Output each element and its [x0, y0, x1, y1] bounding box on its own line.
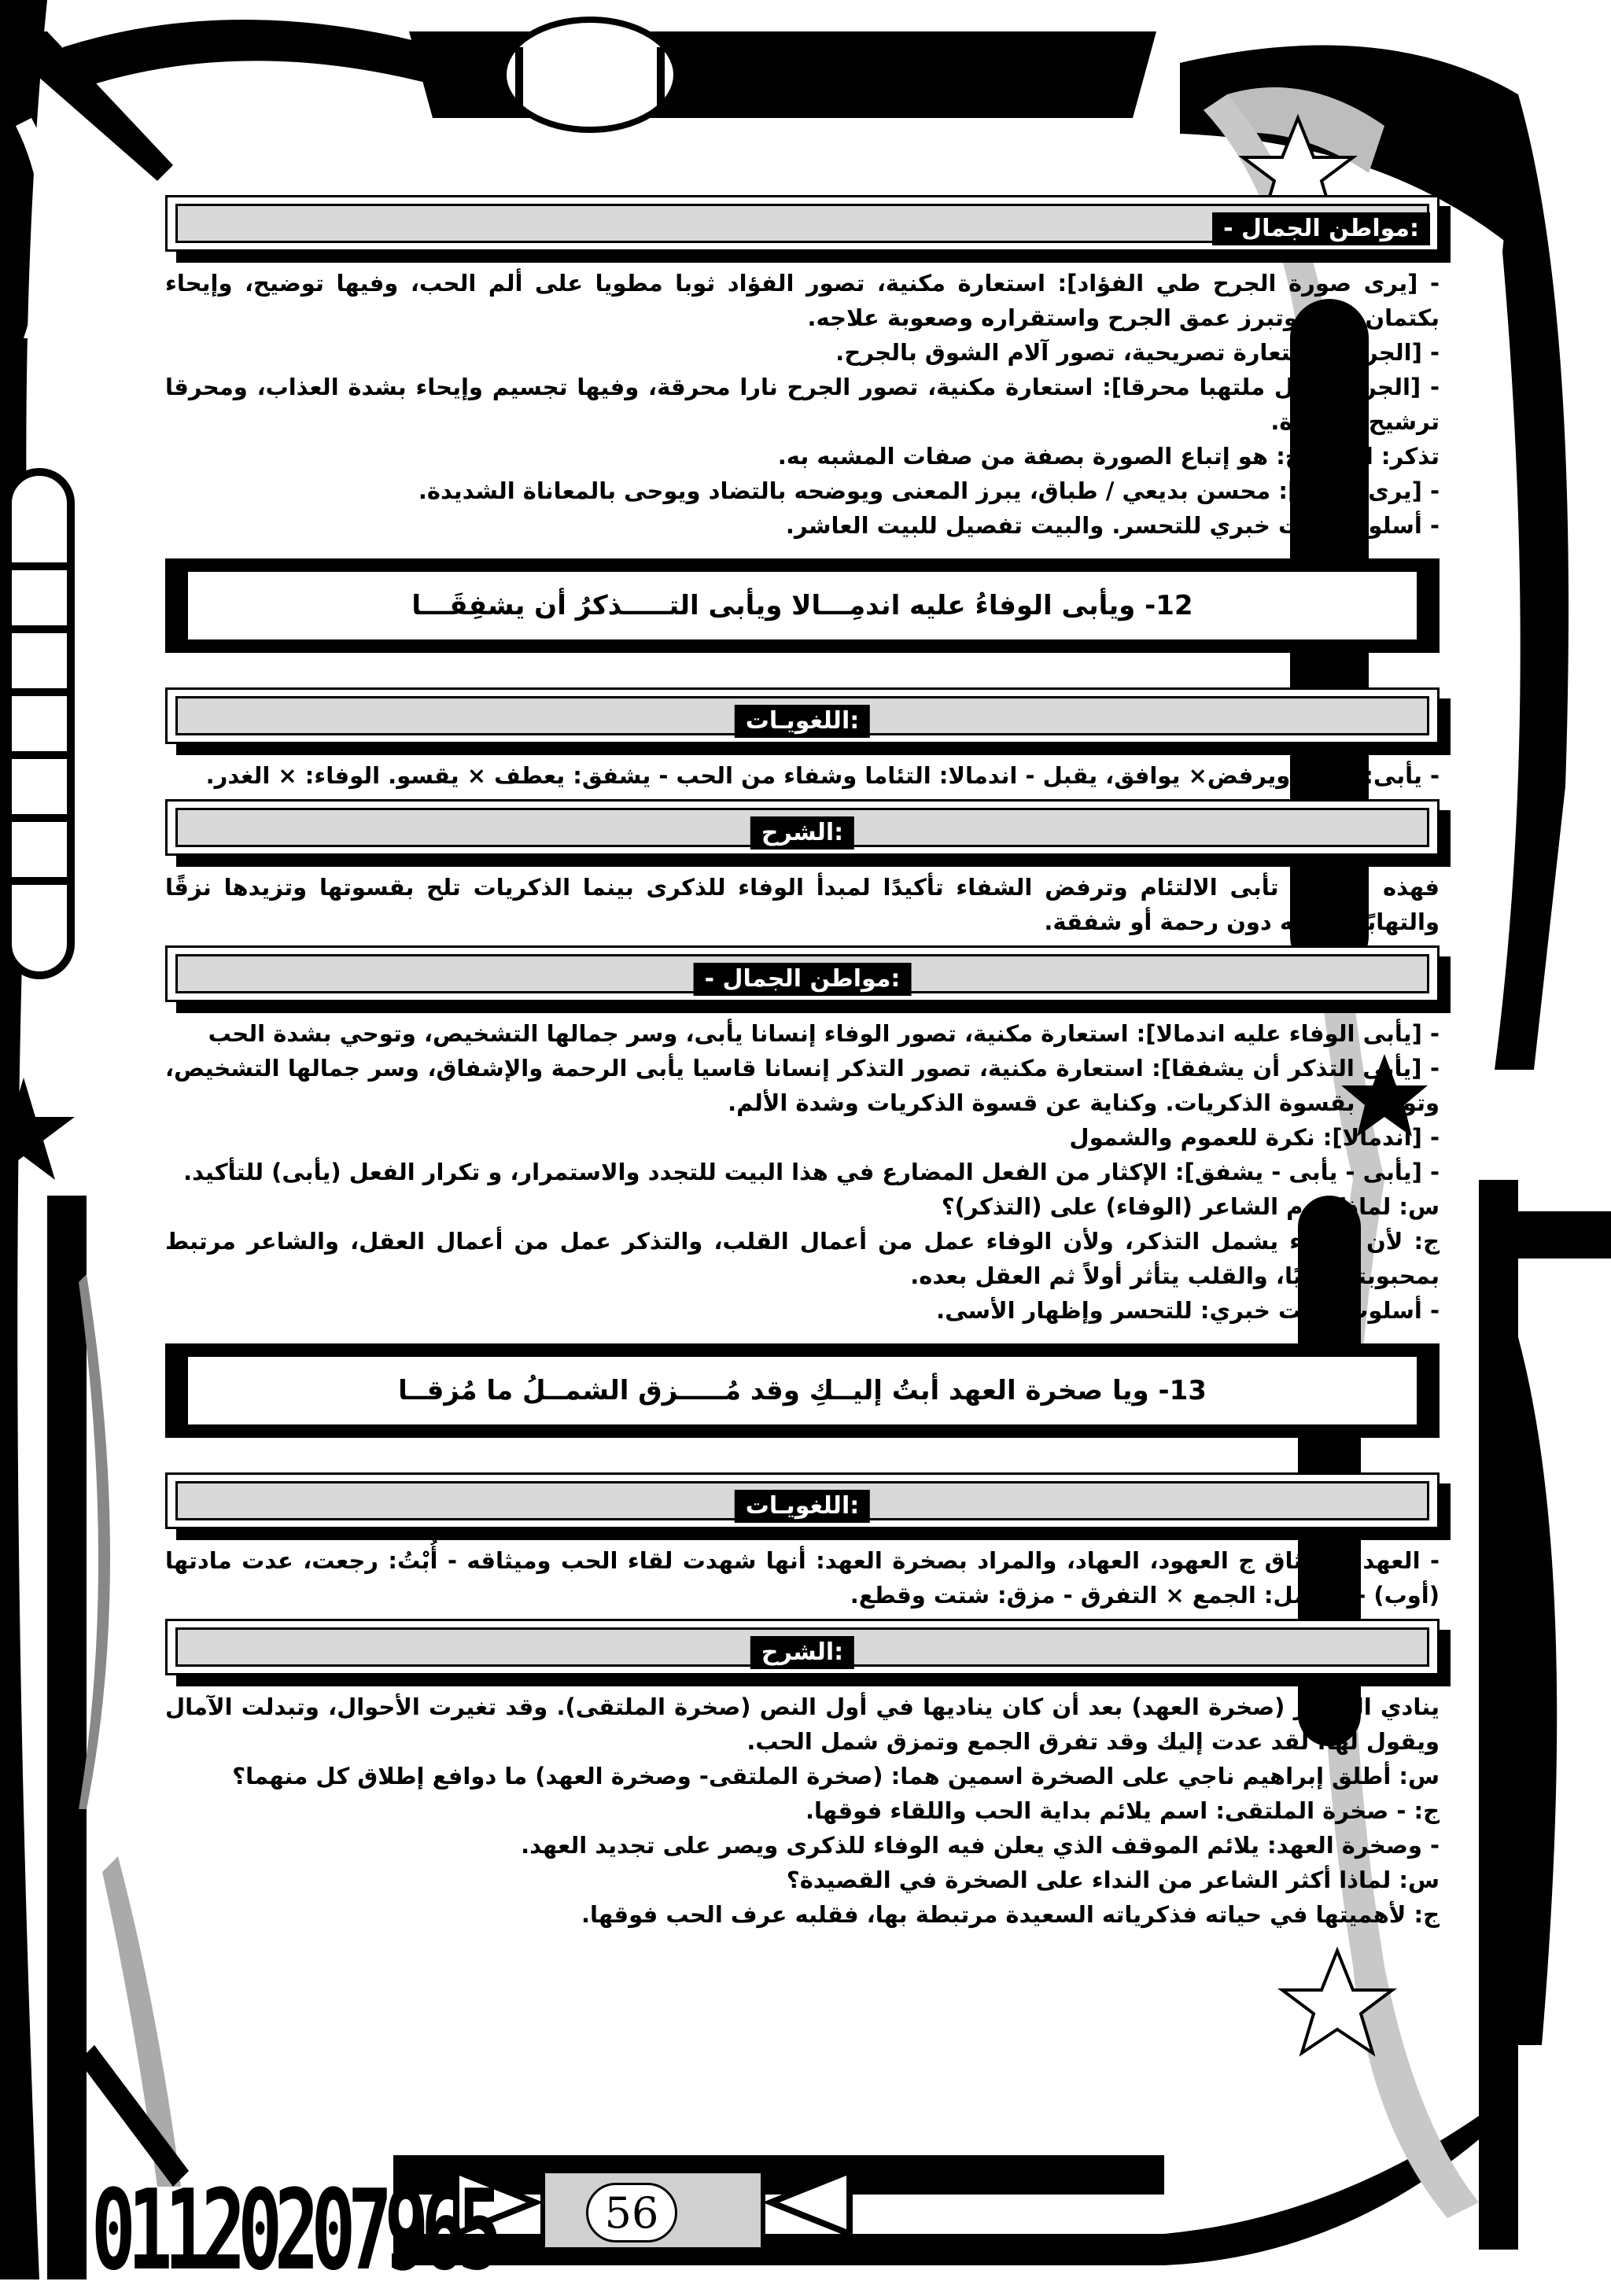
text-line: - العهد: الميثاق ج العهود، العهاد، والمراد بصخرة العهد: أنها شهدت لقاء الحب وميثاقه - أُبْتُ: رجعت، عدت مادتها (أوب) - الشمل: الجمع × التفرق - مزق: شتت وقطع.: [165, 1547, 1440, 1609]
verse-text: 12- ويأبى الوفاءُ عليه اندمِـــالا ويأبى التـــــذكرُ أن يشفِقَـــا: [186, 569, 1419, 642]
text-line: س: أطلق إبراهيم ناجي على الصخرة اسمين هما: (صخرة الملتقى- وصخرة العهد) ما دوافع إطلاق كل منهما؟: [232, 1763, 1440, 1789]
text-block: [165, 1016, 1440, 1328]
text-line: - أسلوب البيت خبري: للتحسر وإظهار الأسى.: [936, 1297, 1440, 1324]
text-line: س: لماذا قدم الشاعر (الوفاء) على (التذكر)؟: [941, 1193, 1440, 1220]
text-line: - [يرى - طي]: محسن بديعي / طباق، يبرز المعنى ويوضحه بالتضاد ويوحى بالمعاناة الشديدة.: [418, 477, 1440, 504]
section-heading-box: [165, 1619, 1440, 1675]
text-line: - [يأبى الوفاء عليه اندمالا]: استعارة مكنية، تصور الوفاء إنسانا يأبى، وسر جمالها التشخيص، وتوحي بشدة الحب: [208, 1020, 1440, 1047]
verse-text: 13- ويا صخرة العهد أبتُ إليــكِ وقد مُـــــزق الشمــلُ ما مُزقــا: [186, 1354, 1419, 1427]
text-line: - [الجرح]: استعارة تصريحية، تصور آلام الشوق بالجرح.: [835, 339, 1440, 366]
section-heading-label: :اللغويـات: [735, 705, 870, 738]
text-line: - [يرى صورة الجرح طي الفؤاد]: استعارة مكنية، تصور الفؤاد ثوبا مطويا على ألم الحب، وفيها توضيح، وإيحاء بكتمان الألم وتبرز عمق الجرح واستقراره وصعوبة علاجه.: [165, 270, 1440, 331]
text-block: [165, 266, 1440, 543]
text-line: س: لماذا أكثر الشاعر من النداء على الصخرة في القصيدة؟: [786, 1867, 1440, 1893]
text-line: - وصخرة العهد: يلائم الموقف الذي يعلن فيه الوفاء للذكرى ويصر على تجديد العهد.: [521, 1832, 1440, 1859]
section-heading-inner: [175, 808, 1429, 847]
section-heading-inner: [175, 1627, 1429, 1667]
verse-box: [165, 1343, 1440, 1438]
section-heading-box: [165, 1472, 1440, 1529]
section-heading-inner: [175, 1481, 1429, 1520]
text-line: ج: - صخرة الملتقى: اسم يلائم بداية الحب واللقاء فوقها.: [806, 1797, 1440, 1824]
section-heading-inner: [175, 954, 1429, 993]
section-heading-inner: [175, 204, 1429, 243]
text-line: فهذه القلوب تأبى الالتئام وترفض الشفاء تأكيدًا لمبدأ الوفاء للذكرى بينما الذكريات تلح بقسوتها وتزيدها نزقًا والتهابًا وتعذبه دون رحمة أو شفقة.: [165, 874, 1440, 935]
text-line: تذكر: الترشيح: هو إتباع الصورة بصفة من صفات المشبه به.: [777, 443, 1440, 470]
text-block: [165, 870, 1440, 939]
text-line: ج: لأن الوفاء يشمل التذكر، ولأن الوفاء عمل من أعمال القلب، والتذكر عمل من أعمال العقل، والشاعر مرتبط بمحبوبته قلبيًا، والقلب يتأثر أولاً ثم العقل بعده.: [165, 1228, 1440, 1289]
text-line: - يأبى: يمتنع ويرفض× يوافق، يقبل - اندمالا: التئاما وشفاء من الحب - يشفق: يعطف × يقسو. الوفاء: × الغدر.: [205, 762, 1440, 789]
section-heading-label: :اللغويـات: [735, 1490, 870, 1523]
text-block: [165, 1543, 1440, 1612]
section-heading-label: :الشرح: [750, 1636, 854, 1669]
text-line: - [يأبى التذكر أن يشفقا]: استعارة مكنية، تصور التذكر إنسانا قاسيا يأبى الرحمة والإشفاق، وسر جمالها التشخيص، وتوحي بقسوة الذكريات. وكناية عن قسوة الذكريات وشدة الألم.: [165, 1055, 1440, 1116]
section-heading-label: :الشرح: [750, 816, 854, 849]
section-heading-box: [165, 687, 1440, 744]
text-block: [165, 758, 1440, 793]
text-block: [165, 1690, 1440, 1932]
phone-number: 01120207965: [91, 2167, 495, 2296]
text-line: - أسلوب البيت خبري للتحسر. والبيت تفصيل للبيت العاشر.: [785, 512, 1440, 539]
section-heading-box: [165, 945, 1440, 1002]
text-line: - [اندمالا]: نكرة للعموم والشمول: [1069, 1124, 1440, 1151]
text-line: ينادي الشاعر (صخرة العهد) بعد أن كان يناديها في أول النص (صخرة الملتقى). وقد تغيرت الأحوال، وتبدلت الآمال ويقول لها: لقد عدت إليك وقد تفرق الجمع وتمزق شمل الحب.: [165, 1693, 1440, 1755]
page-number: 56: [586, 2183, 677, 2243]
text-line: ج: لأهميتها في حياته فذكرياته السعيدة مرتبطة بها، فقلبه عرف الحب فوقها.: [581, 1901, 1440, 1928]
text-line: - [الجرح مازال ملتهبا محرقا]: استعارة مكنية، تصور الجرح نارا محرقة، وفيها تجسيم وإيحاء بشدة العذاب، ومحرقا ترشيح للصورة.: [165, 374, 1440, 435]
section-heading-label: :مواطن الجمال -: [694, 963, 912, 996]
section-heading-box: [165, 799, 1440, 856]
verse-box: [165, 558, 1440, 653]
section-heading-label: :مواطن الجمال -: [1212, 212, 1430, 245]
section-heading-box: [165, 195, 1440, 252]
document-content: [165, 189, 1440, 1998]
text-line: - [يأبى - يأبى - يشفق]: الإكثار من الفعل المضارع في هذا البيت للتجدد والاستمرار، و تكرار الفعل (يأبى) للتأكيد.: [183, 1159, 1440, 1185]
section-heading-inner: [175, 696, 1429, 735]
